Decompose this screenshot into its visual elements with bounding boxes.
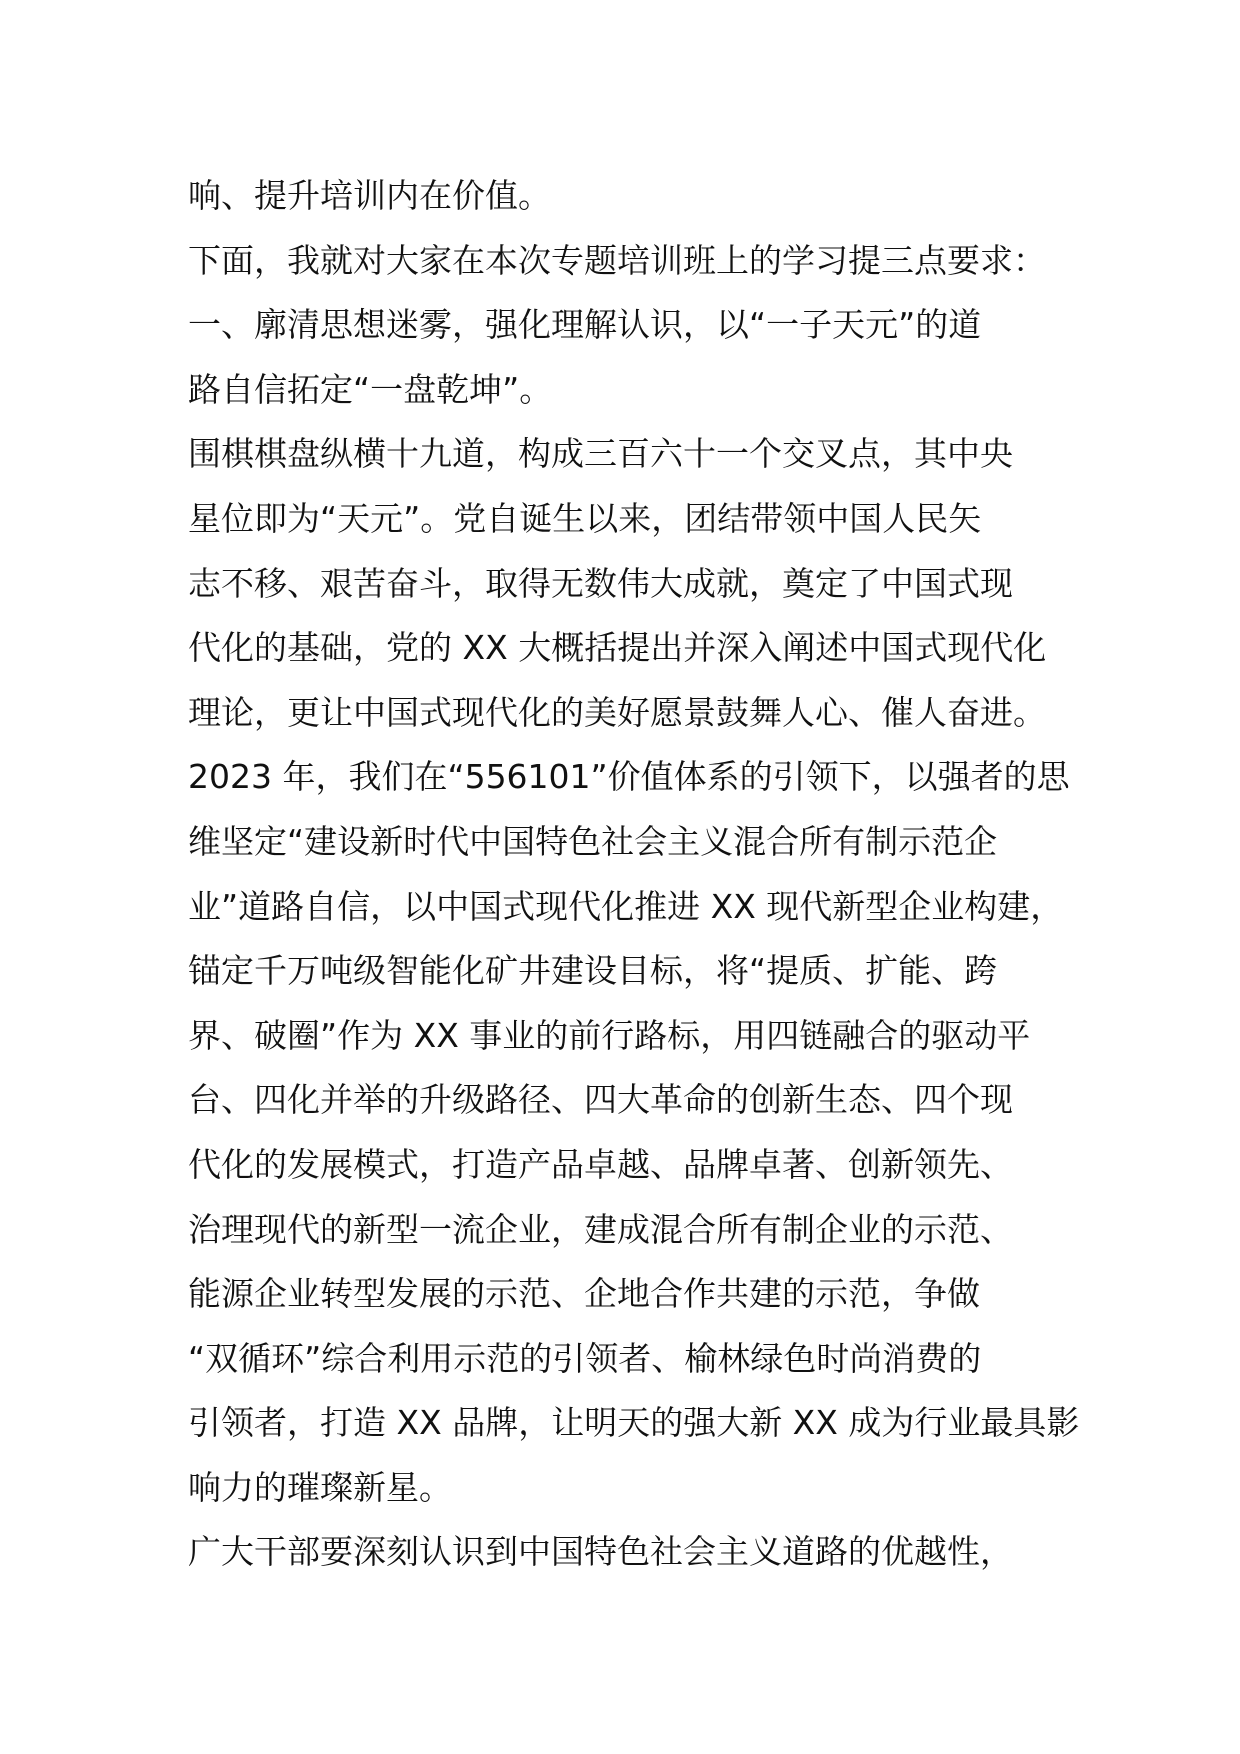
text-line: 围棋棋盘纵横十九道，构成三百六十一个交叉点，其中央 [188, 434, 1013, 474]
section-heading-line: 路自信拓定“一盘乾坤”。 [188, 369, 553, 409]
text-line: 响力的璀璨新星。 [188, 1467, 452, 1507]
text-line: “双循环”综合利用示范的引领者、榆林绿色时尚消费的 [188, 1338, 982, 1378]
text-line: 响、提升培训内在价值。 [188, 176, 551, 215]
text-line: 界、破圈”作为 XX 事业的前行路标，用四链融合的驱动平 [188, 1015, 1031, 1055]
text-line: 代化的发展模式，打造产品卓越、品牌卓著、创新领先、 [188, 1144, 1013, 1184]
text-line: 广大干部要深刻认识到中国特色社会主义道路的优越性， [188, 1532, 1013, 1572]
text-line: 下面，我就对大家在本次专题培训班上的学习提三点要求： [188, 240, 1046, 280]
text-line: 锚定千万吨级智能化矿井建设目标，将“提质、扩能、跨 [188, 951, 998, 991]
text-line: 台、四化并举的升级路径、四大革命的创新生态、四个现 [188, 1080, 1013, 1120]
body-text [188, 164, 1080, 1585]
text-line: 2023 年，我们在“556101”价值体系的引领下，以强者的思 [188, 757, 1070, 797]
text-line: 维坚定“建设新时代中国特色社会主义混合所有制示范企 [188, 821, 998, 861]
text-line: 业”道路自信，以中国式现代化推进 XX 现代新型企业构建， [188, 886, 1064, 926]
text-line: 治理现代的新型一流企业，建成混合所有制企业的示范、 [188, 1209, 1013, 1249]
text-line: 星位即为“天元”。党自诞生以来，团结带领中国人民矢 [188, 498, 982, 538]
text-line: 志不移、艰苦奋斗，取得无数伟大成就，奠定了中国式现 [188, 563, 1013, 603]
text-line: 能源企业转型发展的示范、企地合作共建的示范，争做 [188, 1274, 980, 1314]
section-heading-line: 一、廓清思想迷雾，强化理解认识，以“一子天元”的道 [188, 305, 982, 345]
text-line: 代化的基础，党的 XX 大概括提出并深入阐述中国式现代化 [188, 628, 1047, 668]
text-line: 引领者，打造 XX 品牌，让明天的强大新 XX 成为行业最具影 [188, 1403, 1080, 1443]
text-line: 理论，更让中国式现代化的美好愿景鼓舞人心、催人奋进。 [188, 692, 1046, 732]
